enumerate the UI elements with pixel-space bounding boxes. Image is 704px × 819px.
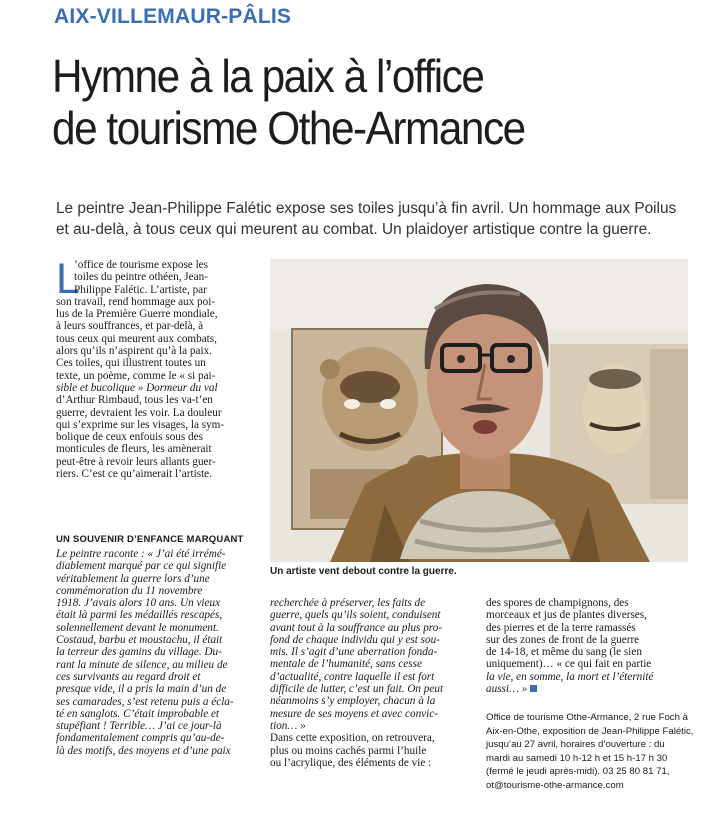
text-line: alors qu’ils n’aspirent qu’à la paix. <box>56 345 212 358</box>
text-line: rant la minute de silence, au milieu de <box>56 658 228 671</box>
text-line: des pierres et de la terre ramassés <box>486 621 636 634</box>
text-line: mis. Il s’agit d’une aberration fonda- <box>270 646 438 659</box>
text-line-content: aussi… » <box>486 683 528 696</box>
text-line: tion… » <box>270 719 306 732</box>
practical-info <box>486 711 692 793</box>
drop-cap: L <box>56 255 80 303</box>
text-line: à leurs souffrances, et par-delà, à <box>56 320 204 333</box>
text-line: ’office de tourisme expose les <box>74 259 208 271</box>
text-line: ses camarades, s’est retenu puis a écla- <box>56 695 234 708</box>
article-column-3 <box>486 597 690 695</box>
text-line: presque vide, il a pris la main d’un de <box>56 683 227 696</box>
artist-portrait-illustration <box>270 259 688 562</box>
text-line: ces survivants au regard droit et <box>56 670 201 683</box>
text-line: sible et bucolique » Dormeur du val <box>56 381 218 394</box>
text-line: recherchée à préserver, les faits de <box>270 597 426 609</box>
text-line: sur des zones de front de la guerre <box>486 633 640 646</box>
text-line: qui s’exprime sur les visages, la sym- <box>56 418 225 431</box>
text-line: la vie, en somme, la mort et l’éternité <box>486 670 654 683</box>
article-column-1-continued <box>56 548 262 757</box>
info-line: Office de tourisme Othe-Armance, 2 rue Foch à <box>486 712 688 723</box>
text-line: peut-être à revoir leurs allants guer- <box>56 455 216 468</box>
text-line <box>486 683 690 695</box>
text-line: té en sanglots. C’était improbable et <box>56 707 220 720</box>
info-line: Aix-en-Othe, exposition de Jean-Philippe Falétic, <box>486 725 694 737</box>
text-line: guerre, devraient les voir. La douleur <box>56 406 222 419</box>
headline <box>52 50 641 154</box>
text-line: mentale de l’humanité, sans cesse <box>270 658 422 671</box>
text-line: véritablement la guerre lors d’une <box>56 572 210 585</box>
kicker: AIX-VILLEMAUR-PÂLIS <box>54 5 292 28</box>
text-line: fondamentalement compris qu’au-de- <box>56 732 225 745</box>
article-column-1 <box>56 255 262 481</box>
text-line: mesure de ses moyens et avec convic- <box>270 707 438 720</box>
info-line: (fermé le jeudi après-midi). 03 25 80 81 71, <box>486 766 670 778</box>
text-line: difficile de lutter, c’est un fait. On peut <box>270 683 444 696</box>
text-line: commémoration du 11 novembre <box>56 584 203 597</box>
standfirst <box>56 198 696 240</box>
text-line: monticules de fleurs, les amènerait <box>56 443 212 456</box>
text-line: là des motifs, des moyens et d’une paix <box>56 744 231 757</box>
text-line: néanmoins s’y employer, chacun à la <box>270 695 436 708</box>
text-line: lus de la Première Guerre mondiale, <box>56 308 218 321</box>
text-line: tous ceux qui meurent aux combats, <box>56 332 217 345</box>
text-line: la terreur des gamins du village. Du- <box>56 646 222 659</box>
text-line: Le peintre raconte : « J’ai été irrémé- <box>56 548 226 560</box>
end-of-article-square-icon <box>530 685 537 692</box>
text-line: son travail, rend hommage aux poi- <box>56 295 216 308</box>
text-line: des spores de champignons, des <box>486 597 629 609</box>
text-line: d’Arthur Rimbaud, tous les va-t’en <box>56 394 213 407</box>
text-line: texte, un poème, comme le « si pai- <box>56 369 216 382</box>
text-line: d’actualité, contre laquelle il est fort <box>270 670 435 683</box>
text-line: riers. C’est ce qu’aimerait l’artiste. <box>56 468 212 481</box>
text-line: bolique de ceux enfouis sous des <box>56 431 203 444</box>
text-line: morceaux et jus de plantes diverses, <box>486 609 647 622</box>
text-line: avant tout à la souffrance au plus pro- <box>270 621 443 634</box>
text-line: Costaud, barbu et moustachu, il était <box>56 634 223 647</box>
text-line: de 14-18, et même du sang (le sien <box>486 646 642 659</box>
text-line: ou l’acrylique, des éléments de vie : <box>270 756 432 769</box>
text-line: Dans cette exposition, on retrouvera, <box>270 732 435 745</box>
photo-caption: Un artiste vent debout contre la guerre. <box>270 566 457 577</box>
text-line: plus ou moins cachés parmi l’huile <box>270 744 427 757</box>
standfirst-line: Le peintre Jean-Philippe Falétic expose ses toiles jusqu’à fin avril. Un hommage aux Poilus <box>56 200 677 217</box>
subheading: UN SOUVENIR D’ENFANCE MARQUANT <box>56 534 244 545</box>
text-line: était là parmi les médaillés rescapés, <box>56 609 223 622</box>
text-line: uniquement)… « ce qui fait en partie <box>486 658 652 671</box>
text-line: fond de chaque individu qui y est sou- <box>270 633 440 646</box>
text-line: Philippe Falétic. L’artiste, par <box>74 283 207 296</box>
text-line: stupéfiant ! Terrible… J’ai ce jour-là <box>56 720 222 733</box>
standfirst-line: et au-delà, à tous ceux qui meurent au combat. Un plaidoyer artistique contre la guerre. <box>56 221 652 238</box>
text-line: toiles du peintre othéen, Jean- <box>74 271 208 284</box>
headline-line: de tourisme Othe-Armance <box>52 102 525 154</box>
text-line: diablement marqué par ce qui signifie <box>56 560 227 573</box>
info-line: jusqu’au 27 avril, horaires d’ouverture : du <box>486 739 665 751</box>
text-line: guerre, quels qu’ils soient, conduisent <box>270 609 441 622</box>
text-line: 1918. J’avais alors 10 ans. Un vieux <box>56 597 221 610</box>
text-line: Ces toiles, qui illustrent toutes un <box>56 357 206 370</box>
info-line: mardi au samedi 10 h-12 h et 15 h-17 h 30 <box>486 752 668 764</box>
headline-line: Hymne à la paix à l’office <box>52 50 484 102</box>
article-column-2 <box>270 597 476 769</box>
text-line: solennellement devant le monument. <box>56 621 219 634</box>
article-photo <box>270 259 688 562</box>
info-line: ot@tourisme-othe-armance.com <box>486 779 624 791</box>
